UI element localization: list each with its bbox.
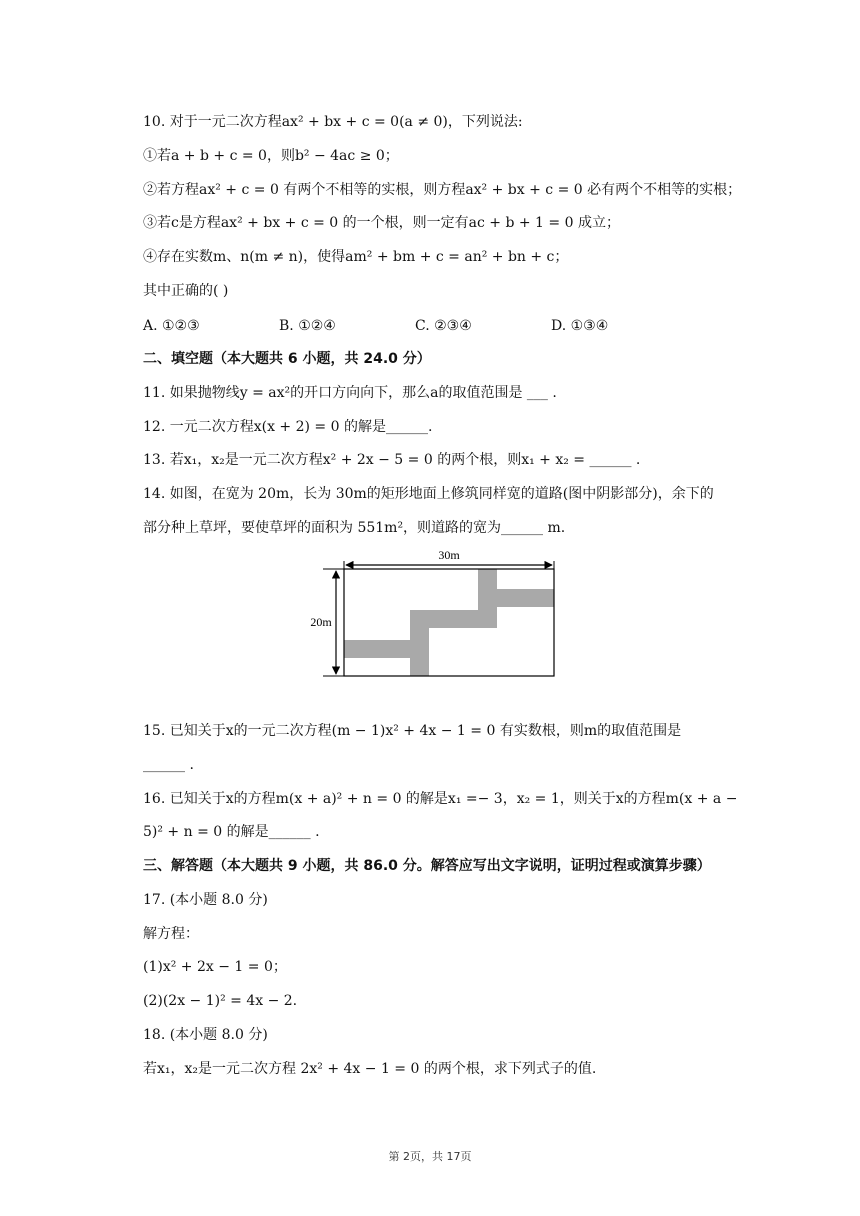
road-shading [344,569,554,676]
q12: 12. 一元二次方程x(x + 2) = 0 的解是______. [143,419,433,435]
option-c: C. ②③④ [415,318,472,334]
q17-part-1: (1)x² + 2x − 1 = 0； [143,959,287,975]
q16-line-1: 16. 已知关于x的方程m(x + a)² + n = 0 的解是x₁ =− 3，x₂ = 1，则关于x的方程m(x + a − [143,791,738,807]
section-2-heading: 二、填空题（本大题共 6 小题，共 24.0 分） [143,351,431,367]
height-label: 20m [310,615,332,629]
q11: 11. 如果抛物线y = ax²的开口方向向下，那么a的取值范围是 ___ . [143,385,557,401]
q14-line-2: 部分种上草坪，要使草坪的面积为 551m²，则道路的宽为______ m. [143,520,566,536]
section-3-heading: 三、解答题（本大题共 9 小题，共 86.0 分。解答应写出文字说明，证明过程或演算步骤） [143,858,711,874]
page-footer: 第 2页，共 17页 [388,1150,472,1163]
option-a: A. ①②③ [143,318,200,334]
q17-title: 17. (本小题 8.0 分) [143,892,268,908]
q18-title: 18. (本小题 8.0 分) [143,1027,268,1043]
q10-prompt: 其中正确的( ) [143,283,229,299]
q13: 13. 若x₁，x₂是一元二次方程x² + 2x − 5 = 0 的两个根，则x₁ + x₂ = ______ . [143,452,641,468]
q10-statement-1: ①若a + b + c = 0，则b² − 4ac ≥ 0； [143,148,399,164]
q10-statement-4: ④存在实数m、n(m ≠ n)，使得am² + bm + c = an² + bn + c； [143,249,569,265]
q15-line-1: 15. 已知关于x的一元二次方程(m − 1)x² + 4x − 1 = 0 有实数根，则m的取值范围是 [143,723,682,739]
option-b: B. ①②④ [279,318,336,334]
q18-text: 若x₁，x₂是一元二次方程 2x² + 4x − 1 = 0 的两个根，求下列式子的值. [143,1061,597,1077]
q10-stem: 10. 对于一元二次方程ax² + bx + c = 0(a ≠ 0)，下列说法: [143,114,523,130]
q10-statement-3: ③若c是方程ax² + bx + c = 0 的一个根，则一定有ac + b + 1 = 0 成立； [143,215,620,231]
q15-line-2: ______ . [143,757,194,773]
q16-line-2: 5)² + n = 0 的解是______ . [143,824,320,840]
width-label: 30m [438,548,460,562]
q17-part-2: (2)(2x − 1)² = 4x − 2. [143,993,298,1009]
q14-line-1: 14. 如图，在宽为 20m，长为 30m的矩形地面上修筑同样宽的道路(图中阴影部分)，余下的 [143,486,714,502]
road-diagram [296,545,566,689]
option-d: D. ①③④ [551,318,609,334]
q10-statement-2: ②若方程ax² + c = 0 有两个不相等的实根，则方程ax² + bx + c = 0 必有两个不相等的实根； [143,182,742,198]
q17-prompt: 解方程： [143,926,199,942]
